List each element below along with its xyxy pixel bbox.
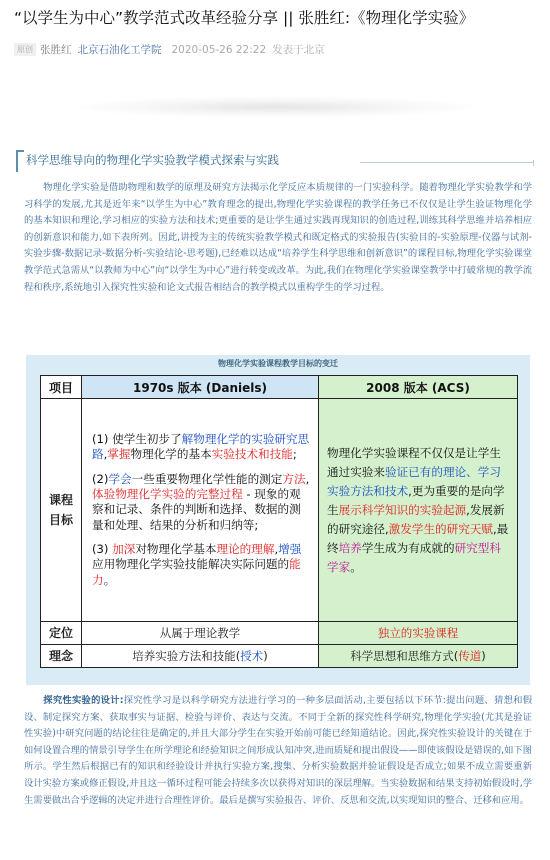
goal-1970s-segment: 方法 — [282, 471, 306, 486]
design-paragraph — [24, 693, 532, 809]
table-row-concept — [41, 645, 518, 668]
intro-text: 物理化学实验是借助物理和数学的原理及研究方法揭示化学反应本质规律的一门实验科学。随着物理化学实验教学和学习科学的发展,尤其是近年来“以学生为中心”教育理念的提出,物理化学实验课程的教学任务已不仅仅是让学生验证物理化学的基本知识和理论,学习相应的实验方法和技术;更重要的是让学生通过实践再现知识的创造过程,训练其科学思维并培养相应的创新意识和能力,如下表所列。因此,讲授为主的传统实验教学模式和既定格式的实验报告(实验目的-实验原理-仪器与试剂-实验步骤-数据记录-数据分析-实验结论-思考题),已经难以达成“培养学生科学思维和创新意识”的课程目标,物理化学实验课堂教学范式急需从“以教师为中心”向“以学生为中心”进行转变或改革。为此,我们在物理化学实验课堂教学中打破常规的教学流程和秩序,系统地引入探究性实验和论文式报告相结合的教学模式以重构学生的学习过程。 — [24, 182, 532, 293]
row-label-goals — [41, 399, 82, 622]
goal-2008-segment: 物理化学实验课程不仅仅是让学生通过实验来 — [327, 445, 501, 479]
goal-1970s-segment: 体验物理化学实验的完整过程 — [92, 487, 243, 502]
goal-2008-segment: 学生成为有成就的 — [361, 540, 455, 555]
concept-1970s-end: ) — [263, 649, 268, 663]
table-row-position — [41, 622, 518, 645]
goal-1970s-segment: - 现象的观察和记录、条件的判断和选择、数据的测量和处理、结果的分析和归纳等; — [92, 487, 301, 532]
position-2008: 独立的实验课程 — [319, 622, 518, 645]
goal-2008-segment: 。 — [350, 559, 362, 574]
header-1970s: 1970s 版本 (Daniels) — [82, 376, 319, 399]
goal-1970s-segment: 实验技术和技能 — [211, 447, 293, 462]
goal-1970s-segment: 增强 — [278, 541, 302, 556]
goal-1970s-segment: 能力 — [92, 557, 301, 587]
goals-2008-cell — [319, 399, 518, 622]
article-title: “以学生为中心”教学范式改革经验分享 || 张胜红:《物理化学实验》 — [14, 9, 475, 27]
goal-2008-segment: 验证已有的理论、学习实验方法和技术 — [327, 464, 501, 498]
goal-1970s-segment: 。 — [103, 572, 116, 587]
original-tag: 原创 — [14, 43, 36, 56]
goal-1970s-segment: 应用物理化学实验技能解决实际问题的 — [92, 557, 290, 572]
header-2008: 2008 版本 (ACS) — [319, 376, 518, 399]
goal-1970s-segment: , — [305, 471, 310, 486]
table-row-goals — [41, 399, 518, 622]
goal-1970s-segment: 对物理化学基本 — [135, 541, 217, 556]
decorative-divider — [70, 96, 480, 118]
goal-1970s-segment: ; — [292, 447, 297, 462]
goal-1970s-segment: , — [274, 541, 279, 556]
goal-2008-segment: ,更为重要的是向学生 — [327, 483, 505, 517]
goal-1970s-segment: 解物理化学的实验研究思路 — [92, 432, 310, 462]
publish-location: 发表于北京 — [272, 44, 325, 56]
design-label: 探究性实验的设计: — [43, 695, 124, 706]
goals-label: 课程目标 — [48, 493, 73, 527]
bottom-fade — [0, 845, 550, 860]
goal-2008-segment: 激发学生的研究天赋 — [388, 521, 494, 536]
goal-1970s-segment: 掌握 — [107, 447, 131, 462]
goal-1970s-segment: (3) — [92, 541, 113, 556]
goal-1970s-item — [92, 472, 310, 533]
goal-1970s-item — [92, 432, 310, 463]
goals-1970s-cell — [82, 399, 319, 622]
account-name-link[interactable]: 北京石油化工学院 — [77, 44, 162, 56]
header-item: 项目 — [41, 376, 82, 399]
concept-1970s-text: 培养实验方法和技能( — [132, 649, 241, 663]
goal-2008-segment: 研究型科学家 — [327, 540, 501, 574]
article-meta — [14, 42, 325, 57]
goal-2008-segment: ,发展新的研究途径, — [327, 502, 505, 536]
table-header-row — [41, 376, 518, 399]
publish-date: 2020-05-26 22:22 — [171, 44, 267, 56]
goal-2008-segment: 培养 — [338, 540, 362, 555]
section-heading: 科学思维导向的物理化学实验教学模式探索与实践 — [26, 153, 279, 167]
goal-1970s-segment: 学会 — [108, 471, 132, 486]
intro-paragraph — [24, 180, 532, 296]
author-name[interactable]: 张胜红 — [40, 44, 72, 56]
concept-2008-end: ) — [481, 649, 486, 663]
goal-1970s-segment: (1) 使学生初步了 — [92, 432, 182, 447]
concept-2008 — [319, 645, 518, 668]
design-text: 探究性学习是以科学研究方法进行学习的一种多层面活动,主要包括以下环节:提出问题、猜想和假设、制定探究方案、获取事实与证据、检验与评价、表达与交流。不同于全新的探究性科学研究,物理化学实验(尤其是验证性实验)中研究问题的结论往往是确定的,并且大部分学生在实验开始前可能已经知道结论。因此,探究性实验设计的关键在于如何设置合理的情景引导学生在所学理论和经验知识之间形成认知冲突,进而质疑和提出假设——即使该假设是错误的,如下图所示。学生然后根据已有的知识和经验设计并执行实验方案,搜集、分析实验数据并验证假设是否成立;如果不成立需要重新设计实验方案或修正假设,并且这一循环过程可能会持续多次以获得对知识的深层理解。当实验数据和结果支持初始假设时,学生需要做出合乎逻辑的决定并进行合理性评价。最后是撰写实验报告、评价、反思和交流,以实现知识的整合、迁移和应用。 — [24, 695, 532, 806]
comparison-table — [40, 375, 518, 668]
section-bracket-decoration — [16, 150, 24, 172]
goal-1970s-segment: 一些重要物理化学性能的测定 — [131, 471, 283, 486]
concept-2008-text: 科学思想和思维方式( — [350, 649, 459, 663]
row-label-position: 定位 — [41, 622, 82, 645]
goal-2008-segment: ,最终 — [327, 521, 509, 555]
concept-1970s-highlight: 授术 — [240, 649, 264, 663]
goal-1970s-segment: (2) — [92, 471, 109, 486]
position-1970s: 从属于理论教学 — [82, 622, 319, 645]
goal-1970s-segment: 理论的理解 — [216, 541, 275, 556]
goal-2008-segment: 展示科学知识的实验起源 — [338, 502, 467, 517]
figure-caption: 物理化学实验课程教学目标的变迁 — [218, 359, 338, 368]
row-label-concept: 理念 — [41, 645, 82, 668]
concept-2008-highlight: 传道 — [458, 649, 482, 663]
goal-1970s-segment: 物理化学的基本 — [130, 447, 212, 462]
comparison-figure — [26, 355, 530, 685]
section-heading-rule — [360, 162, 534, 163]
goal-1970s-item — [92, 542, 310, 588]
goal-1970s-segment: , — [103, 447, 108, 462]
goal-1970s-segment: 加深 — [112, 541, 136, 556]
concept-1970s — [82, 645, 319, 668]
